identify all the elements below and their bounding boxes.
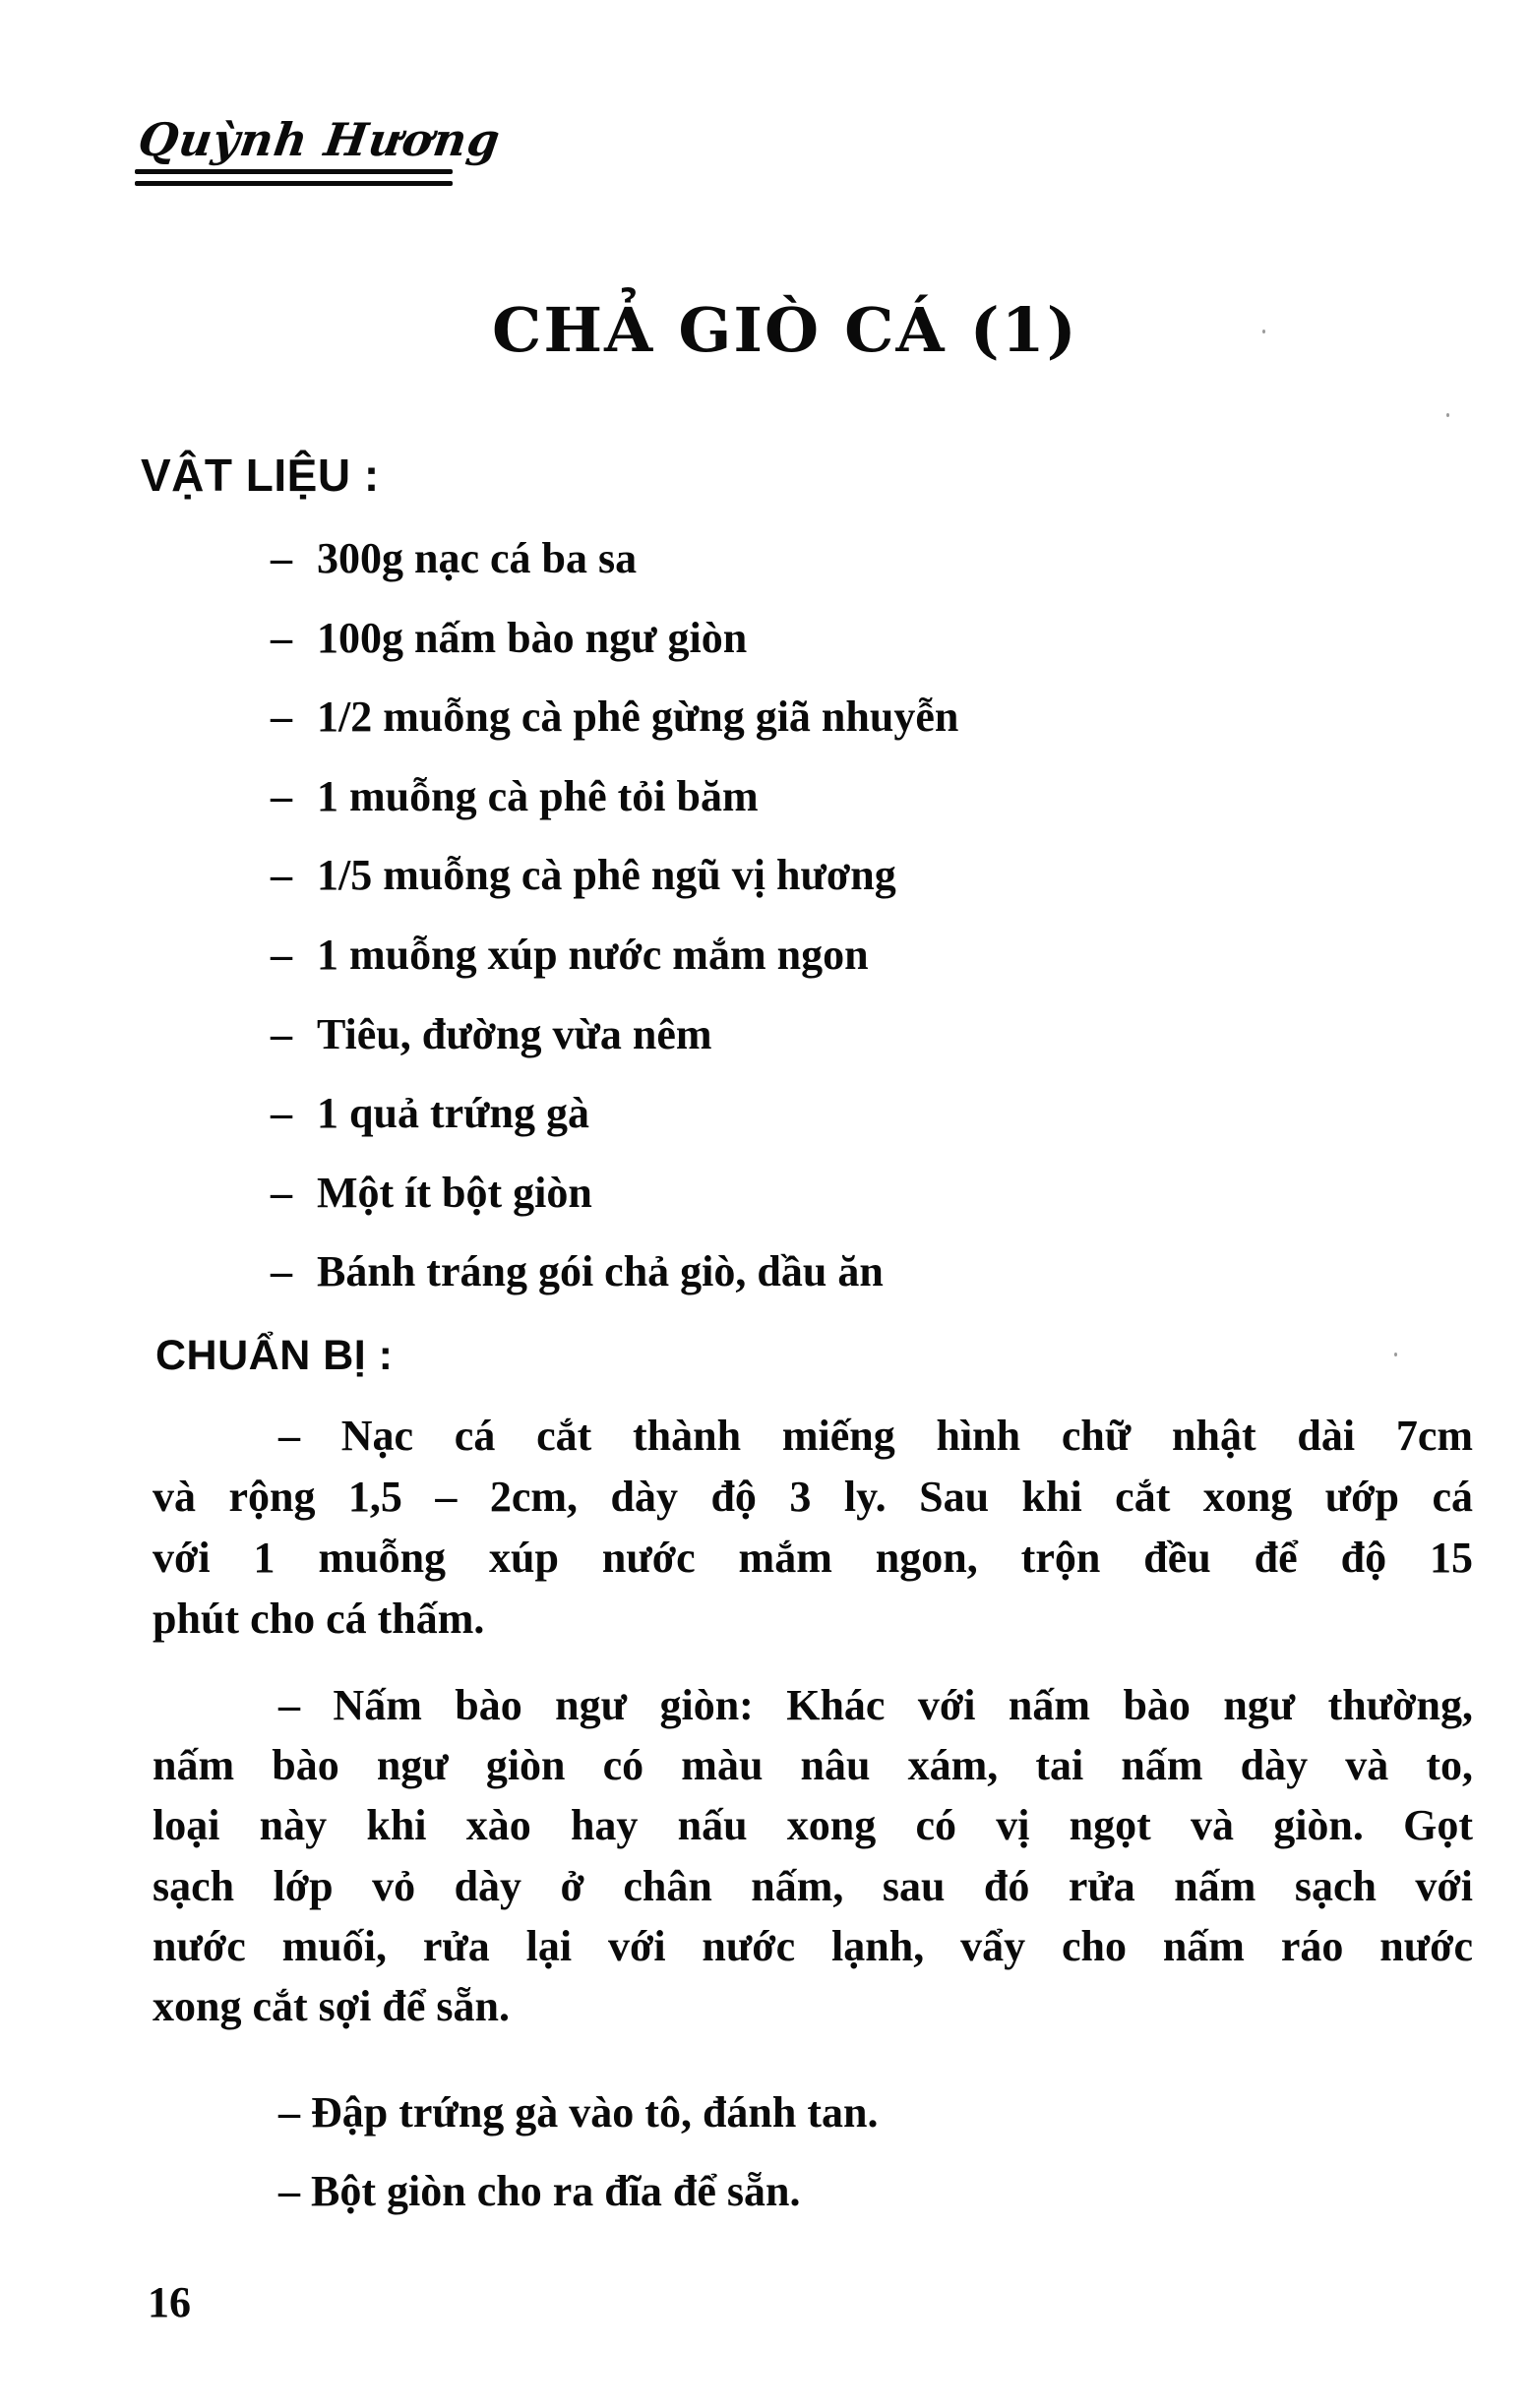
dash-bullet: – — [271, 771, 292, 820]
ingredient-text: Một ít bột giòn — [317, 1168, 592, 1217]
preparation-step-3: – Đập trứng gà vào tô, đánh tan. — [278, 2088, 879, 2137]
preparation-step-2 — [153, 1678, 1473, 2039]
ingredient-list — [271, 531, 958, 1324]
ingredient-text: 1/2 muỗng cà phê gừng giã nhuyễn — [317, 692, 959, 742]
paragraph-line: loại này khi xào hay nấu xong có vị ngọt và giòn. Gọt — [153, 1801, 1473, 1850]
ingredient-text: Tiêu, đường vừa nêm — [317, 1009, 712, 1058]
paragraph-line: nước muối, rửa lại với nước lạnh, vẩy cho nấm ráo nước — [153, 1921, 1473, 1970]
dash-bullet: – — [271, 1247, 292, 1296]
ingredients-heading: VẬT LIỆU : — [141, 450, 380, 501]
paragraph-line: xong cắt sợi để sẵn. — [153, 1981, 510, 2030]
ingredient-item — [271, 611, 958, 691]
paragraph-line: và rộng 1,5 – 2cm, dày độ 3 ly. Sau khi cắt xong ướp cá — [153, 1473, 1473, 1521]
page-number: 16 — [148, 2278, 191, 2326]
ingredient-item — [271, 928, 958, 1007]
author-signature-header — [135, 110, 505, 191]
signature-underline-bottom — [135, 181, 453, 186]
paragraph-line: – Nấm bào ngư giòn: Khác với nấm bào ngư thường, — [278, 1681, 1473, 1729]
ingredient-text: 1 quả trứng gà — [317, 1089, 589, 1138]
preparation-step-1 — [153, 1409, 1473, 1653]
scan-speck — [1262, 330, 1265, 333]
dash-bullet: – — [271, 1089, 292, 1138]
paragraph-line: với 1 muỗng xúp nước mắm ngon, trộn đều để độ 15 — [153, 1534, 1473, 1582]
recipe-title: CHẢ GIÒ CÁ (1) — [492, 294, 1078, 366]
paragraph-line: sạch lớp vỏ dày ở chân nấm, sau đó rửa nấm sạch với — [153, 1861, 1473, 1910]
ingredient-item — [271, 531, 958, 611]
ingredient-item — [271, 690, 958, 769]
dash-bullet: – — [271, 851, 292, 900]
author-signature: Quỳnh Hương — [135, 113, 505, 166]
ingredient-item — [271, 1007, 958, 1087]
ingredient-text: 100g nấm bào ngư giòn — [317, 613, 748, 662]
ingredient-text: 1 muỗng xúp nước mắm ngon — [317, 930, 869, 979]
ingredient-item — [271, 769, 958, 849]
dash-bullet: – — [271, 692, 292, 742]
ingredient-text: Bánh tráng gói chả giò, dầu ăn — [317, 1247, 884, 1296]
dash-bullet: – — [271, 1168, 292, 1217]
ingredient-text: 1 muỗng cà phê tỏi băm — [317, 771, 759, 820]
dash-bullet: – — [271, 613, 292, 662]
preparation-step-4: – Bột giòn cho ra đĩa để sẵn. — [278, 2167, 801, 2215]
paragraph-line: phút cho cá thấm. — [153, 1595, 485, 1643]
dash-bullet: – — [271, 930, 292, 979]
preparation-heading: CHUẨN BỊ : — [155, 1332, 394, 1379]
scan-speck — [1446, 413, 1449, 417]
ingredient-item — [271, 1086, 958, 1166]
ingredient-item — [271, 1244, 958, 1324]
ingredient-item — [271, 1166, 958, 1245]
scan-speck — [1394, 1353, 1397, 1356]
signature-underline-top — [135, 169, 453, 174]
ingredient-item — [271, 848, 958, 928]
paragraph-line: nấm bào ngư giòn có màu nâu xám, tai nấm dày và to, — [153, 1741, 1473, 1790]
ingredient-text: 1/5 muỗng cà phê ngũ vị hương — [317, 851, 896, 900]
ingredient-text: 300g nạc cá ba sa — [317, 534, 638, 582]
dash-bullet: – — [271, 1009, 292, 1058]
dash-bullet: – — [271, 534, 292, 582]
paragraph-line: – Nạc cá cắt thành miếng hình chữ nhật dài 7cm — [278, 1412, 1473, 1460]
